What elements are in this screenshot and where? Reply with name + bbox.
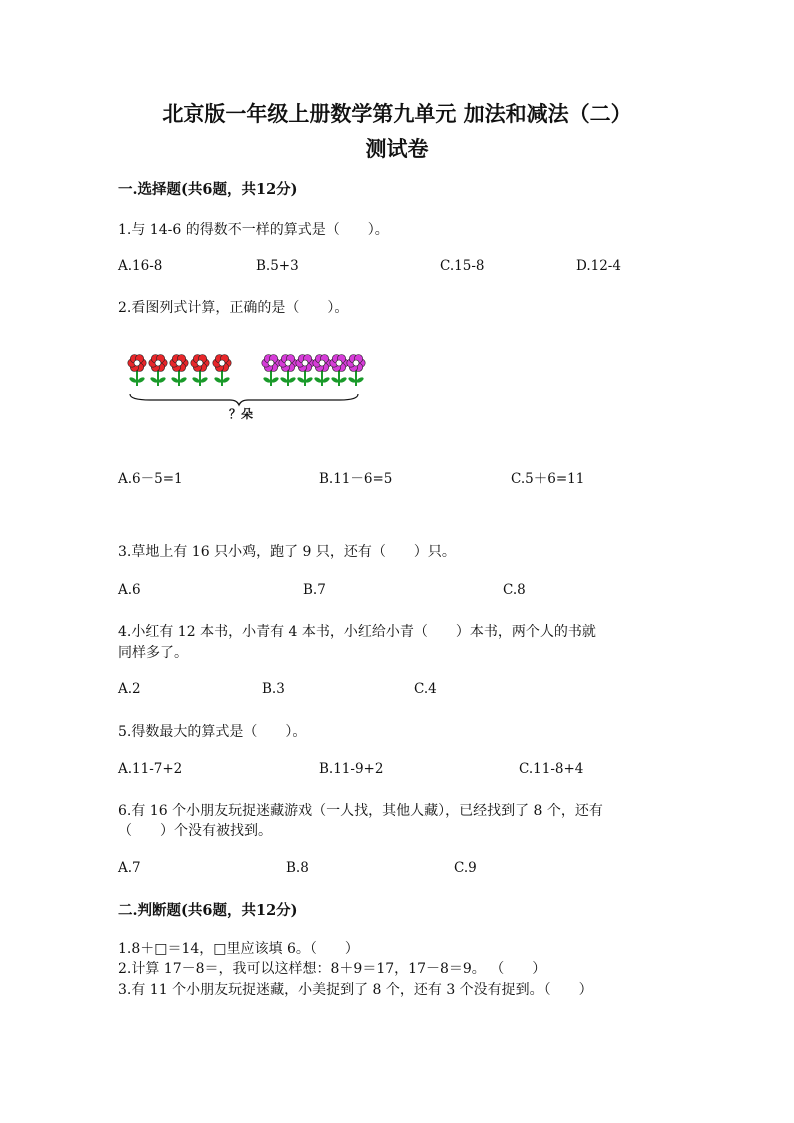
judgement-item-1: 1.8＋□＝14，□里应该填 6。（ ） <box>118 941 359 957</box>
q4-option-a[interactable]: A.2 <box>118 681 141 697</box>
magenta-flower-5 <box>330 355 348 387</box>
q1-option-a[interactable]: A.16-8 <box>118 258 163 274</box>
q2-option-b[interactable]: B.11－6=5 <box>319 471 393 487</box>
red-flower-5 <box>213 355 231 387</box>
red-flower-1 <box>128 355 146 387</box>
magenta-flower-2 <box>279 355 297 387</box>
q6-option-b[interactable]: B.8 <box>286 860 309 876</box>
question-1: 1.与 14-6 的得数不一样的算式是（ ）。 <box>118 222 389 238</box>
page-title: 北京版一年级上册数学第九单元 加法和减法（二） <box>162 101 632 126</box>
q1-option-b[interactable]: B.5+3 <box>256 258 299 274</box>
q2-option-a[interactable]: A.6－5=1 <box>118 471 183 487</box>
q2-option-c[interactable]: C.5＋6=11 <box>511 471 585 487</box>
brace <box>130 394 358 405</box>
q5-option-a[interactable]: A.11-7+2 <box>118 761 183 777</box>
question-2: 2.看图列式计算，正确的是（ ）。 <box>118 300 349 316</box>
q4-option-b[interactable]: B.3 <box>262 681 285 697</box>
q6-option-a[interactable]: A.7 <box>118 860 141 876</box>
q1-option-d[interactable]: D.12-4 <box>576 258 621 274</box>
question-6-line1: 6.有 16 个小朋友玩捉迷藏游戏（一人找，其他人藏），已经找到了 8 个，还有 <box>118 803 603 819</box>
q5-option-c[interactable]: C.11-8+4 <box>519 761 584 777</box>
question-3: 3.草地上有 16 只小鸡，跑了 9 只，还有（ ）只。 <box>118 544 456 560</box>
question-4-line1: 4.小红有 12 本书，小青有 4 本书，小红给小青（ ）本书，两个人的书就 <box>118 624 596 640</box>
q3-option-c[interactable]: C.8 <box>503 582 526 598</box>
figure-label: ？朵 <box>229 407 254 421</box>
magenta-flower-3 <box>296 355 314 387</box>
page-subtitle: 测试卷 <box>365 136 429 161</box>
q4-option-c[interactable]: C.4 <box>414 681 437 697</box>
magenta-flower-6 <box>347 355 365 387</box>
section-heading-choice: 一.选择题(共6题，共12分) <box>118 181 298 198</box>
question-6-line2: （ ）个没有被找到。 <box>118 823 272 839</box>
judgement-item-3: 3.有 11 个小朋友玩捉迷藏，小美捉到了 8 个，还有 3 个没有捉到。（ ） <box>118 982 593 998</box>
judgement-item-2: 2.计算 17－8＝，我可以这样想：8＋9＝17，17－8＝9。 （ ） <box>118 961 547 977</box>
red-flower-3 <box>170 355 188 387</box>
q5-option-b[interactable]: B.11-9+2 <box>319 761 384 777</box>
red-flower-2 <box>149 355 167 387</box>
question-5: 5.得数最大的算式是（ ）。 <box>118 724 307 740</box>
red-flower-4 <box>191 355 209 387</box>
q3-option-a[interactable]: A.6 <box>118 582 141 598</box>
q1-option-c[interactable]: C.15-8 <box>440 258 485 274</box>
question-4-line2: 同样多了。 <box>118 645 188 661</box>
section-heading-judgement: 二.判断题(共6题，共12分) <box>118 902 298 919</box>
q6-option-c[interactable]: C.9 <box>454 860 477 876</box>
magenta-flower-1 <box>262 355 280 387</box>
q3-option-b[interactable]: B.7 <box>303 582 326 598</box>
magenta-flower-4 <box>313 355 331 387</box>
